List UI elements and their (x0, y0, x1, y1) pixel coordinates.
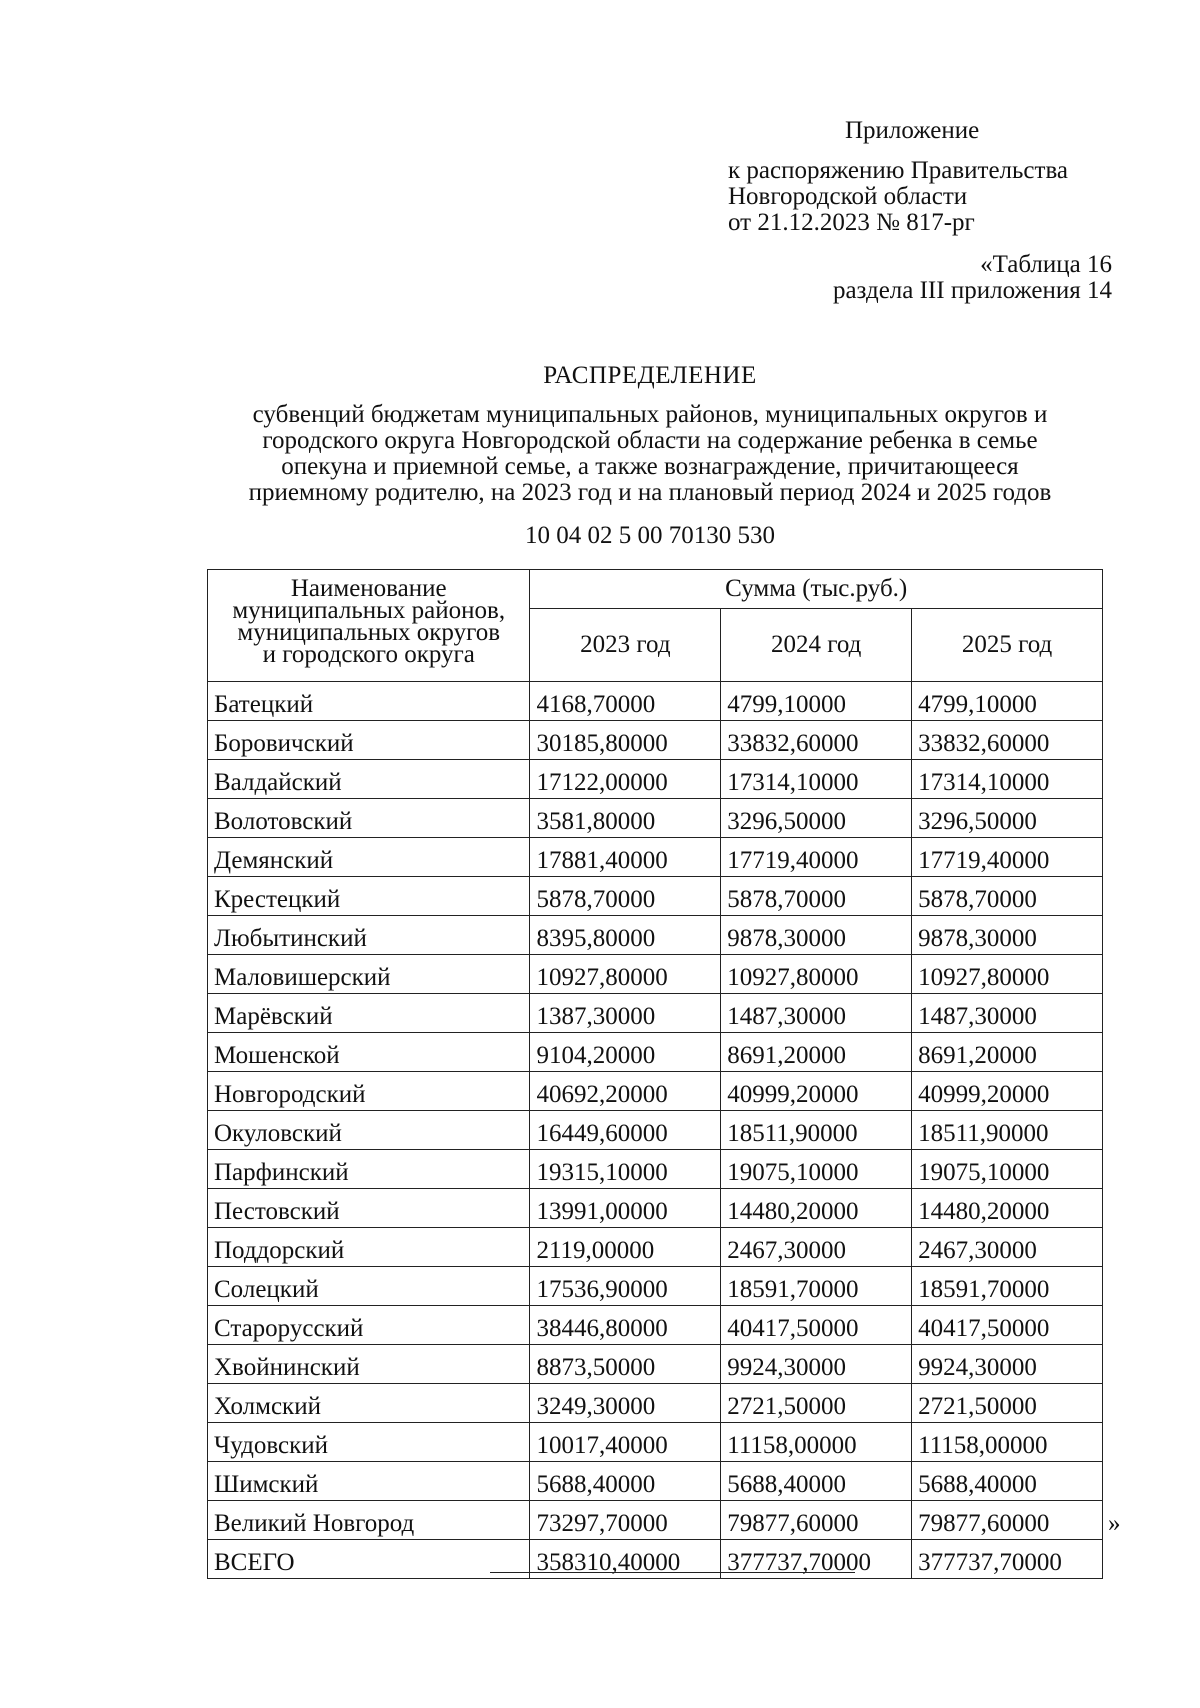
subtitle-line: приемному родителю, на 2023 год и на плановый период 2024 и 2025 годов (248, 479, 1052, 506)
table-row (208, 1228, 1103, 1267)
table-row (208, 838, 1103, 877)
value-2025-cell: 5688,40000 (912, 1462, 1103, 1501)
value-2025-cell: 8691,20000 (912, 1033, 1103, 1072)
table-ref-line: раздела III приложения 14 (832, 277, 1112, 304)
value-2023-cell: 8395,80000 (530, 916, 721, 955)
table-row (208, 1384, 1103, 1423)
value-2025-cell: 2467,30000 (912, 1228, 1103, 1267)
name-header-line: муниципальных округов (237, 619, 501, 646)
year-header-2024: 2024 год (721, 609, 912, 682)
title-block (180, 362, 1120, 550)
value-2023-cell: 17881,40000 (530, 838, 721, 877)
value-2023-cell: 73297,70000 (530, 1501, 721, 1540)
bottom-divider (490, 1572, 855, 1573)
table-row (208, 1072, 1103, 1111)
table-body (208, 682, 1103, 1579)
value-2025-cell: 17719,40000 (912, 838, 1103, 877)
district-name-cell: Крестецкий (208, 877, 530, 916)
table-row (208, 955, 1103, 994)
district-name-cell: Мошенской (208, 1033, 530, 1072)
value-2025-cell: 2721,50000 (912, 1384, 1103, 1423)
value-2023-cell: 4168,70000 (530, 682, 721, 721)
district-name-cell: Старорусский (208, 1306, 530, 1345)
value-2023-cell: 10927,80000 (530, 955, 721, 994)
value-2024-cell: 1487,30000 (721, 994, 912, 1033)
value-2025-cell: 5878,70000 (912, 877, 1103, 916)
table-row (208, 1423, 1103, 1462)
value-2023-cell: 19315,10000 (530, 1150, 721, 1189)
value-2025-cell: 18511,90000 (912, 1111, 1103, 1150)
value-2023-cell: 9104,20000 (530, 1033, 721, 1072)
appendix-line: от 21.12.2023 № 817-рг (728, 209, 975, 236)
value-2023-cell: 13991,00000 (530, 1189, 721, 1228)
value-2024-cell: 4799,10000 (721, 682, 912, 721)
value-2025-cell: 19075,10000 (912, 1150, 1103, 1189)
district-name-cell: Холмский (208, 1384, 530, 1423)
name-column-header (208, 570, 530, 682)
value-2023-cell: 5688,40000 (530, 1462, 721, 1501)
value-2025-cell: 33832,60000 (912, 721, 1103, 760)
value-2024-cell: 5688,40000 (721, 1462, 912, 1501)
district-name-cell: Парфинский (208, 1150, 530, 1189)
table-ref-line: «Таблица 16 (980, 251, 1112, 278)
district-name-cell: Пестовский (208, 1189, 530, 1228)
district-name-cell: Боровичский (208, 721, 530, 760)
value-2024-cell: 3296,50000 (721, 799, 912, 838)
value-2024-cell: 18511,90000 (721, 1111, 912, 1150)
district-name-cell: Шимский (208, 1462, 530, 1501)
value-2025-cell: 14480,20000 (912, 1189, 1103, 1228)
table-header-row (208, 570, 1103, 609)
value-2024-cell: 40417,50000 (721, 1306, 912, 1345)
value-2023-cell: 30185,80000 (530, 721, 721, 760)
district-name-cell: Волотовский (208, 799, 530, 838)
district-name-cell: Батецкий (208, 682, 530, 721)
value-2024-cell: 40999,20000 (721, 1072, 912, 1111)
appendix-block (728, 118, 1128, 236)
value-2024-cell: 18591,70000 (721, 1267, 912, 1306)
value-2025-cell: 1487,30000 (912, 994, 1103, 1033)
district-name-cell: Валдайский (208, 760, 530, 799)
table-row (208, 1462, 1103, 1501)
value-2023-cell: 38446,80000 (530, 1306, 721, 1345)
value-2025-cell: 9878,30000 (912, 916, 1103, 955)
table-row (208, 1150, 1103, 1189)
value-2025-cell: 17314,10000 (912, 760, 1103, 799)
table-reference (833, 252, 1112, 304)
value-2023-cell: 358310,40000 (530, 1540, 721, 1579)
budget-code: 10 04 02 5 00 70130 530 (525, 522, 775, 549)
table-row (208, 1501, 1103, 1540)
district-name-cell: Чудовский (208, 1423, 530, 1462)
value-2023-cell: 17122,00000 (530, 760, 721, 799)
table-row (208, 1306, 1103, 1345)
table-row (208, 760, 1103, 799)
value-2024-cell: 2467,30000 (721, 1228, 912, 1267)
value-2025-cell: 40999,20000 (912, 1072, 1103, 1111)
table-row (208, 1189, 1103, 1228)
value-2025-cell: 11158,00000 (912, 1423, 1103, 1462)
name-header-line: муниципальных районов, (232, 597, 506, 624)
name-header-line: Наименование (290, 575, 447, 602)
value-2024-cell: 10927,80000 (721, 955, 912, 994)
district-name-cell: Поддорский (208, 1228, 530, 1267)
table-row (208, 682, 1103, 721)
table-row (208, 994, 1103, 1033)
district-name-cell: Великий Новгород (208, 1501, 530, 1540)
value-2024-cell: 377737,70000 (721, 1540, 912, 1579)
district-name-cell: Окуловский (208, 1111, 530, 1150)
value-2023-cell: 8873,50000 (530, 1345, 721, 1384)
table-row (208, 1033, 1103, 1072)
value-2024-cell: 33832,60000 (721, 721, 912, 760)
value-2024-cell: 8691,20000 (721, 1033, 912, 1072)
district-name-cell: Марёвский (208, 994, 530, 1033)
value-2025-cell: 377737,70000 (912, 1540, 1103, 1579)
value-2025-cell: 40417,50000 (912, 1306, 1103, 1345)
table-row (208, 916, 1103, 955)
value-2023-cell: 3249,30000 (530, 1384, 721, 1423)
year-header-2025: 2025 год (912, 609, 1103, 682)
table-row (208, 1345, 1103, 1384)
district-name-cell: Хвойнинский (208, 1345, 530, 1384)
value-2024-cell: 11158,00000 (721, 1423, 912, 1462)
appendix-heading: Приложение (845, 117, 980, 144)
value-2025-cell: 3296,50000 (912, 799, 1103, 838)
value-2024-cell: 5878,70000 (721, 877, 912, 916)
value-2023-cell: 40692,20000 (530, 1072, 721, 1111)
closing-quote: » (1108, 1510, 1121, 1537)
district-name-cell: Новгородский (208, 1072, 530, 1111)
value-2024-cell: 17314,10000 (721, 760, 912, 799)
district-name-cell: Демянский (208, 838, 530, 877)
distribution-table (207, 569, 1103, 1579)
table-row (208, 721, 1103, 760)
appendix-line: Новгородской области (728, 183, 968, 210)
value-2025-cell: 79877,60000 (912, 1501, 1103, 1540)
value-2023-cell: 3581,80000 (530, 799, 721, 838)
district-name-cell: Любытинский (208, 916, 530, 955)
value-2024-cell: 14480,20000 (721, 1189, 912, 1228)
district-name-cell: ВСЕГО (208, 1540, 530, 1579)
document-subtitle (180, 402, 1120, 506)
sum-column-header: Сумма (тыс.руб.) (530, 570, 1103, 609)
value-2024-cell: 19075,10000 (721, 1150, 912, 1189)
value-2023-cell: 2119,00000 (530, 1228, 721, 1267)
table-row (208, 1111, 1103, 1150)
value-2025-cell: 18591,70000 (912, 1267, 1103, 1306)
value-2024-cell: 2721,50000 (721, 1384, 912, 1423)
value-2023-cell: 17536,90000 (530, 1267, 721, 1306)
table-row (208, 799, 1103, 838)
value-2024-cell: 79877,60000 (721, 1501, 912, 1540)
value-2024-cell: 9924,30000 (721, 1345, 912, 1384)
district-name-cell: Солецкий (208, 1267, 530, 1306)
value-2025-cell: 9924,30000 (912, 1345, 1103, 1384)
value-2024-cell: 9878,30000 (721, 916, 912, 955)
appendix-line: к распоряжению Правительства (728, 157, 1069, 184)
table-row (208, 877, 1103, 916)
table-row (208, 1267, 1103, 1306)
value-2023-cell: 16449,60000 (530, 1111, 721, 1150)
value-2025-cell: 4799,10000 (912, 682, 1103, 721)
value-2023-cell: 5878,70000 (530, 877, 721, 916)
subtitle-line: городского округа Новгородской области на содержание ребенка в семье (262, 427, 1038, 454)
name-header-line: и городского округа (262, 641, 475, 668)
district-name-cell: Маловишерский (208, 955, 530, 994)
year-header-2023: 2023 год (530, 609, 721, 682)
subtitle-line: субвенций бюджетам муниципальных районов, муниципальных округов и (252, 401, 1048, 428)
value-2025-cell: 10927,80000 (912, 955, 1103, 994)
subtitle-line: опекуна и приемной семье, а также вознаграждение, причитающееся (281, 453, 1019, 480)
value-2023-cell: 1387,30000 (530, 994, 721, 1033)
document-title: РАСПРЕДЕЛЕНИЕ (543, 362, 757, 389)
value-2024-cell: 17719,40000 (721, 838, 912, 877)
value-2023-cell: 10017,40000 (530, 1423, 721, 1462)
